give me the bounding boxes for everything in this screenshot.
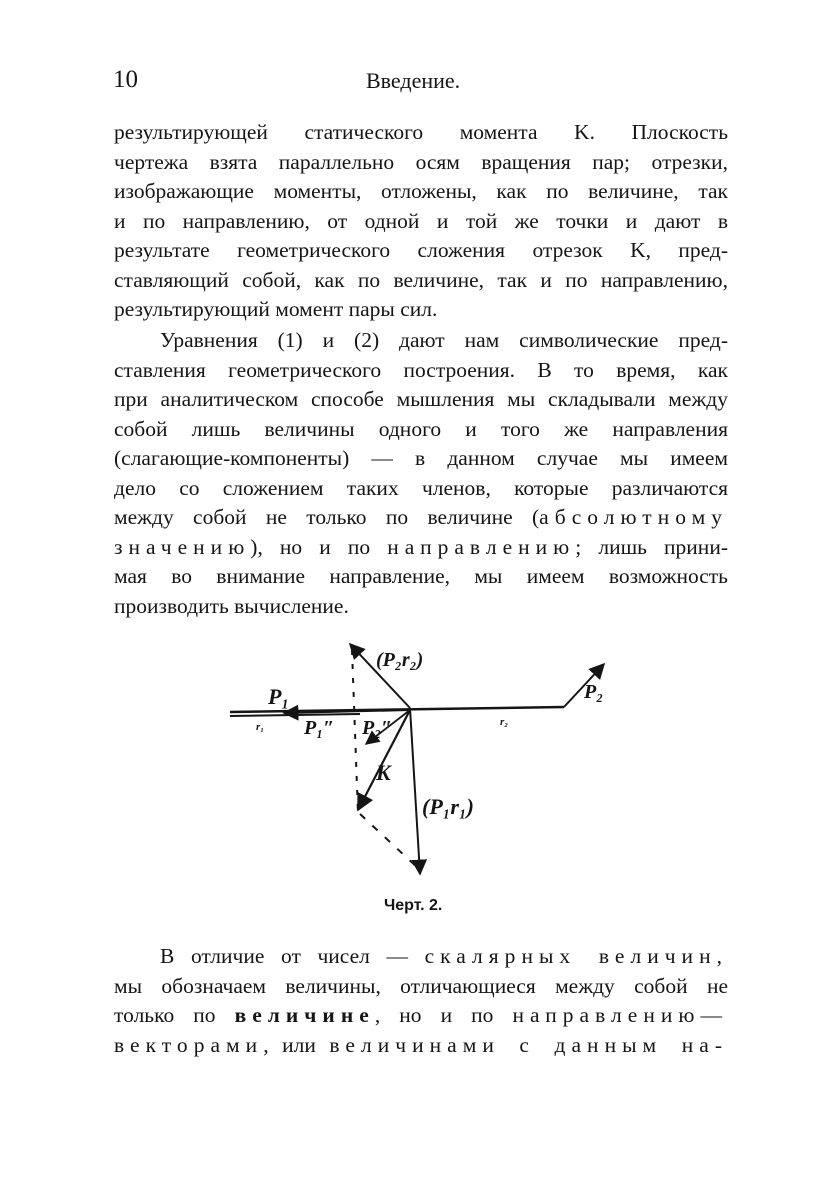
text-line: ставляющий собой, как по величине, так и по направлению, xyxy=(114,267,728,292)
emphasis-spaced: направлению— xyxy=(512,1003,728,1027)
text-line: собой лишь величины одного и того же направления xyxy=(114,416,728,441)
text-line: (слагающие-компоненты) — в данном случае мы имеем xyxy=(114,446,728,470)
text-segment: между собой не только по величине ( xyxy=(114,505,540,529)
figure-caption: Черт. 2. xyxy=(384,897,443,914)
text-segment: ), но и по xyxy=(250,534,388,559)
emphasis-spaced: значению xyxy=(114,534,251,559)
text-line: производить вычисление. xyxy=(114,593,349,618)
p1r1-arrow xyxy=(410,708,420,874)
text-line xyxy=(114,503,728,533)
text-line: результирующий момент пары сил. xyxy=(114,297,438,321)
text-line: изображающие моменты, отложены, как по величине, так xyxy=(114,179,728,203)
text-segment: В отличие от чисел — xyxy=(160,944,425,968)
text-segment: , но и по xyxy=(374,1003,513,1027)
text-line xyxy=(114,942,728,972)
text-line: результирующей статического момента K. Плоскость xyxy=(114,120,728,144)
text-line: Уравнения (1) и (2) дают нам символические пред- xyxy=(160,328,728,352)
label-p1-double-prime: P₁″ xyxy=(304,717,335,739)
text-segment: ; лишь прини- xyxy=(575,534,728,559)
dashed-construction-line xyxy=(360,814,420,870)
label-p2r2: (P₂r₂) xyxy=(376,649,424,671)
emphasis-spaced: величинами с данным на- xyxy=(329,1032,728,1057)
emphasis-spaced: величине xyxy=(234,1003,375,1027)
label-p2: P₂ xyxy=(584,681,604,703)
text-line: дело со сложением таких членов, которые различаются xyxy=(114,475,728,500)
emphasis-spaced: векторами xyxy=(114,1032,264,1057)
text-line: ставления геометрического построения. В то время, как xyxy=(114,357,728,382)
label-p2-double-prime: P₂″ xyxy=(362,717,393,739)
text-line: чертежа взята параллельно осям вращения пар; отрезки, xyxy=(114,149,728,174)
paragraph-2 xyxy=(114,326,728,621)
label-k: K xyxy=(376,760,391,785)
paragraph-1 xyxy=(114,118,728,325)
text-line: при аналитическом способе мышления мы складывали между xyxy=(114,387,728,411)
text-line: мы обозначаем величины, отличающиеся между собой не xyxy=(114,973,728,998)
page-number: 10 xyxy=(113,66,138,93)
label-p1r1: (P₁r₁) xyxy=(422,794,474,819)
dashed-construction-line xyxy=(352,650,358,814)
running-head: Введение. xyxy=(366,68,461,93)
text-line xyxy=(114,533,728,563)
emphasis-spaced: скалярных величин, xyxy=(424,944,728,968)
text-line: результате геометрического сложения отрезок K, пред- xyxy=(114,238,728,262)
vector-diagram xyxy=(220,628,620,888)
paragraph-3 xyxy=(114,942,728,1060)
text-line xyxy=(114,1031,728,1061)
emphasis-spaced: абсолютному xyxy=(539,505,728,529)
text-line: мая во внимание направление, мы имеем возможность xyxy=(114,564,728,588)
text-line: и по направлению, от одной и той же точки и дают в xyxy=(114,208,728,233)
label-p1: P₁ xyxy=(268,684,290,709)
text-segment: , или xyxy=(263,1032,330,1057)
label-r1: r₁ xyxy=(256,721,265,733)
text-line xyxy=(114,1001,728,1031)
emphasis-spaced: направлению xyxy=(387,534,576,559)
label-r2: r₂ xyxy=(500,716,509,728)
text-segment: только по xyxy=(114,1003,235,1027)
horizontal-axis-line-shadow xyxy=(230,714,360,716)
